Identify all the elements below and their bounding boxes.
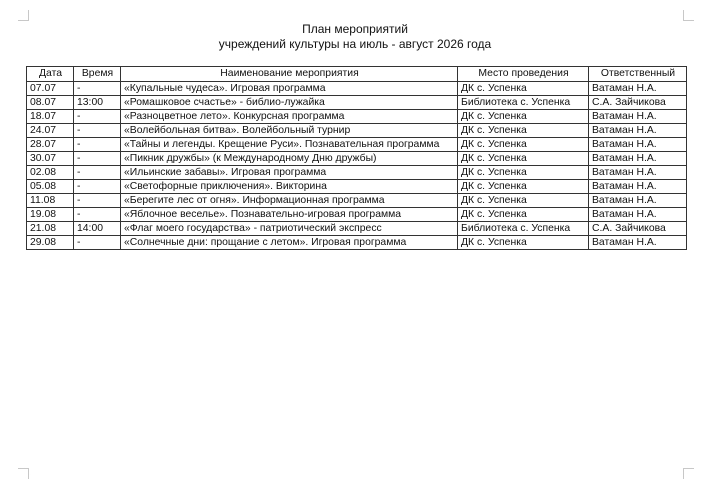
table-row [27,236,687,250]
cell-place: ДК с. Успенка [458,166,589,180]
cell-date: 07.07 [27,82,74,96]
table-row [27,124,687,138]
cell-responsible: Ватаман Н.А. [589,236,687,250]
cell-place: ДК с. Успенка [458,124,589,138]
title-line-1: План мероприятий [302,22,408,36]
cell-date: 24.07 [27,124,74,138]
cell-event-name: «Берегите лес от огня». Информационная программа [121,194,458,208]
events-table [26,66,687,250]
header-responsible: Ответственный [589,67,687,82]
table-header-row [27,67,687,82]
table-row [27,222,687,236]
table-row [27,166,687,180]
title-line-2: учреждений культуры на июль - август 2026 года [218,37,492,51]
header-event-name: Наименование мероприятия [121,67,458,82]
cell-event-name: «Разноцветное лето». Конкурсная программа [121,110,458,124]
cell-place: ДК с. Успенка [458,152,589,166]
header-time: Время [74,67,121,82]
cell-place: ДК с. Успенка [458,180,589,194]
cell-time: - [74,194,121,208]
table-row [27,180,687,194]
cell-event-name: «Тайны и легенды. Крещение Руси». Познавательная программа [121,138,458,152]
table-row [27,138,687,152]
cell-event-name: «Пикник дружбы» (к Международному Дню дружбы) [121,152,458,166]
cell-time: - [74,152,121,166]
cell-date: 28.07 [27,138,74,152]
cell-date: 05.08 [27,180,74,194]
cell-place: ДК с. Успенка [458,138,589,152]
cell-date: 18.07 [27,110,74,124]
cell-event-name: «Волейбольная битва». Волейбольный турнир [121,124,458,138]
cell-time: - [74,110,121,124]
crop-mark-top-left [18,10,29,21]
cell-time: 13:00 [74,96,121,110]
cell-date: 30.07 [27,152,74,166]
table-row [27,194,687,208]
cell-responsible: Ватаман Н.А. [589,124,687,138]
cell-event-name: «Солнечные дни: прощание с летом». Игровая программа [121,236,458,250]
cell-place: ДК с. Успенка [458,110,589,124]
crop-mark-top-right [683,10,694,21]
cell-time: - [74,124,121,138]
cell-responsible: С.А. Зайчикова [589,96,687,110]
cell-responsible: Ватаман Н.А. [589,152,687,166]
cell-time: - [74,166,121,180]
header-date: Дата [27,67,74,82]
cell-responsible: С.А. Зайчикова [589,222,687,236]
header-place: Место проведения [458,67,589,82]
cell-place: ДК с. Успенка [458,82,589,96]
cell-time: - [74,236,121,250]
cell-event-name: «Светофорные приключения». Викторина [121,180,458,194]
crop-mark-bottom-left [18,468,29,479]
cell-date: 02.08 [27,166,74,180]
cell-responsible: Ватаман Н.А. [589,208,687,222]
table-row [27,152,687,166]
cell-responsible: Ватаман Н.А. [589,180,687,194]
cell-time: - [74,208,121,222]
cell-time: - [74,82,121,96]
document-title [0,22,710,52]
cell-event-name: «Купальные чудеса». Игровая программа [121,82,458,96]
cell-event-name: «Ромашковое счастье» - библио-лужайка [121,96,458,110]
cell-date: 19.08 [27,208,74,222]
cell-responsible: Ватаман Н.А. [589,138,687,152]
cell-date: 11.08 [27,194,74,208]
cell-responsible: Ватаман Н.А. [589,166,687,180]
table-row [27,82,687,96]
cell-place: Библиотека с. Успенка [458,222,589,236]
table-row [27,96,687,110]
cell-responsible: Ватаман Н.А. [589,194,687,208]
cell-place: ДК с. Успенка [458,236,589,250]
crop-mark-bottom-right [683,468,694,479]
cell-responsible: Ватаман Н.А. [589,82,687,96]
cell-time: - [74,138,121,152]
cell-place: Библиотека с. Успенка [458,96,589,110]
cell-date: 21.08 [27,222,74,236]
cell-place: ДК с. Успенка [458,194,589,208]
cell-time: 14:00 [74,222,121,236]
cell-place: ДК с. Успенка [458,208,589,222]
cell-date: 08.07 [27,96,74,110]
cell-event-name: «Флаг моего государства» - патриотический экспресс [121,222,458,236]
table-row [27,208,687,222]
cell-date: 29.08 [27,236,74,250]
cell-time: - [74,180,121,194]
cell-responsible: Ватаман Н.А. [589,110,687,124]
table-row [27,110,687,124]
cell-event-name: «Ильинские забавы». Игровая программа [121,166,458,180]
cell-event-name: «Яблочное веселье». Познавательно-игровая программа [121,208,458,222]
